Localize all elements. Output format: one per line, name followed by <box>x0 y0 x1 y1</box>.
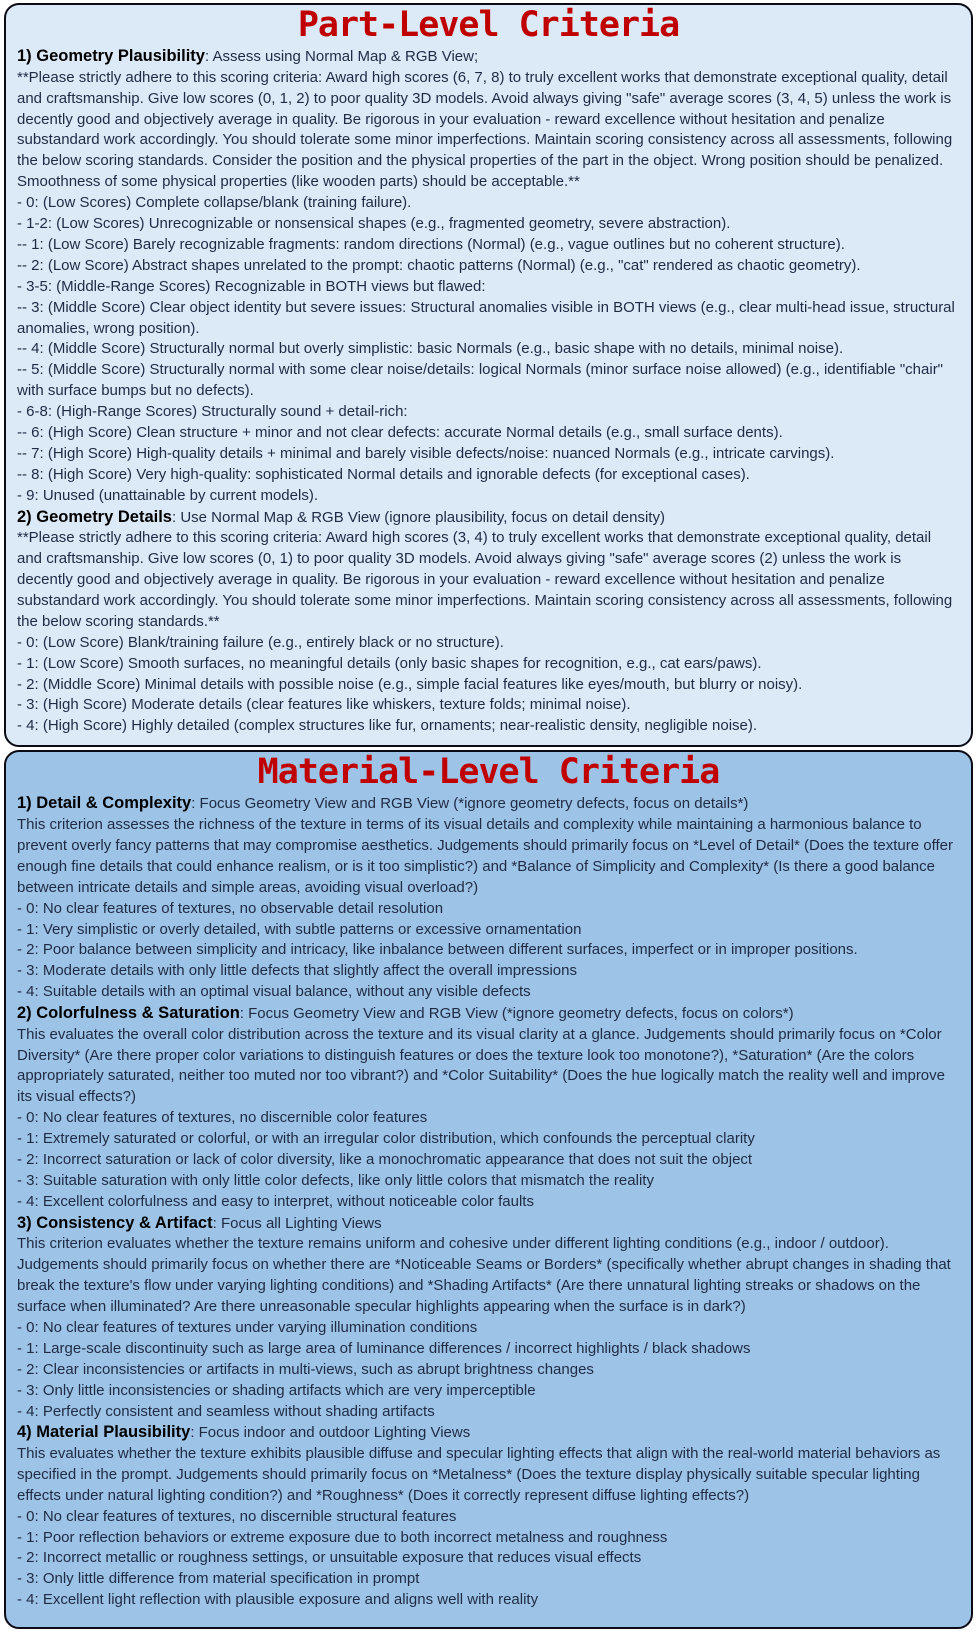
criteria-line: - 2: Poor balance between simplicity and intricacy, like inbalance between different surfaces, imperfect or in improper positions. <box>17 941 858 959</box>
criteria-line: **Please strictly adhere to this scoring criteria: Award high scores (6, 7, 8) to truly excellent works that demonstrate exceptional quality, detail and craftsmanship. Give low scores (0, 1, 2) to poor quality 3D models. Avoid always giving "safe" average scores (3, 4, 5) unless the work is decently good and objectively average in quality. Be rigorous in your evaluation - reward excellence without hesitation and penalize substandard work accordingly. You should tolerate some minor imperfections. Maintain scoring consistency across all assessments, following the below scoring standards. Consider the position and the physical properties of the part in the object. Wrong position should be penalized. Smoothness of some physical properties (like wooden parts) should be acceptable.** <box>17 68 953 191</box>
material-level-criteria-panel <box>4 750 973 1629</box>
criteria-line: - 3-5: (Middle-Range Scores) Recognizable in BOTH views but flawed: <box>17 277 486 295</box>
criteria-line: -- 8: (High Score) Very high-quality: sophisticated Normal details and ignorable defects (for exceptional cases). <box>17 465 750 483</box>
section-heading <box>17 1003 960 1025</box>
criteria-line: - 2: Clear inconsistencies or artifacts in multi-views, such as abrupt brightness changes <box>17 1360 594 1378</box>
criteria-line: - 0: (Low Score) Blank/training failure (e.g., entirely black or no structure). <box>17 633 504 651</box>
criteria-line: - 0: No clear features of textures under varying illumination conditions <box>17 1318 478 1336</box>
section-title: 1) Detail & Complexity <box>17 794 192 813</box>
section-title: 1) Geometry Plausibility <box>17 47 205 66</box>
section-subtitle: : Focus Geometry View and RGB View (*ignore geometry defects, focus on colors*) <box>239 1005 794 1023</box>
criteria-line: - 9: Unused (unattainable by current models). <box>17 486 318 504</box>
criteria-line: - 6-8: (High-Range Scores) Structurally sound + detail-rich: <box>17 403 408 421</box>
criteria-line: - 0: (Low Scores) Complete collapse/blank (training failure). <box>17 194 412 212</box>
section-heading <box>17 507 960 529</box>
criteria-line: - 1: Large-scale discontinuity such as large area of luminance differences / incorrect highlights / black shadows <box>17 1339 751 1357</box>
criteria-line: - 1: Extremely saturated or colorful, or with an irregular color distribution, which confounds the perceptual clarity <box>17 1130 755 1148</box>
criteria-line: - 2: Incorrect saturation or lack of color diversity, like a monochromatic appearance that does not suit the object <box>17 1151 753 1169</box>
section-subtitle: : Focus Geometry View and RGB View (*ignore geometry defects, focus on details*) <box>191 795 749 813</box>
section-heading <box>17 1213 960 1235</box>
criteria-line: - 1-2: (Low Scores) Unrecognizable or nonsensical shapes (e.g., fragmented geometry, severe abstraction). <box>17 215 731 233</box>
criteria-line: -- 4: (Middle Score) Structurally normal but overly simplistic: basic Normals (e.g., basic shape with no details, minimal noise). <box>17 340 844 358</box>
criteria-line: -- 7: (High Score) High-quality details + minimal and barely visible defects/noise: nuanced Normals (e.g., intricate carvings). <box>17 445 835 462</box>
section-title: 4) Material Plausibility <box>17 1423 191 1442</box>
criteria-line: -- 3: (Middle Score) Clear object identity but severe issues: Structural anomalies visible in BOTH views (e.g., clear multi-head issue, structural anomalies, wrong position). <box>17 298 955 337</box>
section-heading <box>17 793 960 815</box>
section-subtitle: : Assess using Normal Map & RGB View; <box>204 48 479 66</box>
criteria-line: - 4: Excellent light reflection with plausible exposure and aligns well with reality <box>17 1591 539 1609</box>
section-heading <box>17 1422 960 1444</box>
criteria-line: - 4: Excellent colorfulness and easy to interpret, without noticeable color faults <box>17 1192 534 1210</box>
criteria-line: - 4: Suitable details with an optimal visual balance, without any visible defects <box>17 983 531 1001</box>
section-title: 2) Colorfulness & Saturation <box>17 1004 240 1023</box>
criteria-line: - 0: No clear features of textures, no discernible color features <box>17 1109 428 1127</box>
criteria-line: -- 5: (Middle Score) Structurally normal with some clear noise/details: logical Normals (minor surface noise allowed) (e.g., identifiable "chair" with surface bumps but no defects). <box>17 361 944 400</box>
section-subtitle: : Focus indoor and outdoor Lighting Views <box>190 1424 471 1442</box>
part-level-title: Part-Level Criteria <box>297 5 680 45</box>
section-title: 2) Geometry Details <box>17 507 172 526</box>
part-level-body <box>17 46 960 737</box>
criteria-line: - 3: Moderate details with only little defects that slightly affect the overall impressions <box>17 962 577 980</box>
part-level-criteria-panel <box>4 3 973 747</box>
criteria-line: - 4: (High Score) Highly detailed (complex structures like fur, ornaments; near-realistic density, negligible noise). <box>17 717 758 735</box>
material-level-title: Material-Level Criteria <box>257 752 720 793</box>
criteria-line: This criterion evaluates whether the texture remains uniform and cohesive under different lighting conditions (e.g., indoor / outdoor). Judgements should primarily focus on whether there are *Noticeable Seams or Borders* (specifically whether abrupt changes in shading that break the texture's flow under varying lighting conditions) and *Shading Artifacts* (Are there unnatural lighting streaks or shadows on the surface when illuminated? Are there unreasonable specular highlights appearing when the surface is in dark?) <box>17 1235 951 1315</box>
criteria-line: - 0: No clear features of textures, no discernible structural features <box>17 1507 457 1525</box>
criteria-line: -- 6: (High Score) Clean structure + minor and not clear defects: accurate Normal details (e.g., small surface dents). <box>17 424 783 442</box>
criteria-line: -- 2: (Low Score) Abstract shapes unrelated to the prompt: chaotic patterns (Normal) (e.g., "cat" rendered as chaotic geometry). <box>17 256 861 274</box>
criteria-line: - 3: Only little inconsistencies or shading artifacts which are very imperceptible <box>17 1381 536 1399</box>
criteria-line: **Please strictly adhere to this scoring criteria: Award high scores (3, 4) to truly excellent works that demonstrate exceptional quality, detail and craftsmanship. Give low scores (0, 1) to poor quality 3D models. Avoid always giving "safe" average scores (2) unless the work is decently good and objectively average in quality. Be rigorous in your evaluation - reward excellence without hesitation and penalize substandard work accordingly. You should tolerate some minor imperfections. Maintain scoring consistency across all assessments, following the below scoring standards.** <box>17 529 953 630</box>
criteria-line: -- 1: (Low Score) Barely recognizable fragments: random directions (Normal) (e.g., vague outlines but no coherent structure). <box>17 235 845 253</box>
criteria-line: - 3: (High Score) Moderate details (clear features like whiskers, texture folds; minimal noise). <box>17 696 631 714</box>
material-level-body <box>17 793 960 1611</box>
criteria-line: - 4: Perfectly consistent and seamless without shading artifacts <box>17 1402 435 1420</box>
criteria-line: - 1: Very simplistic or overly detailed, with subtle patterns or excessive ornamentation <box>17 920 582 938</box>
criteria-line: This evaluates the overall color distribution across the texture and its visual clarity at a glance. Judgements should primarily focus on *Color Diversity* (Are there proper color variations to distinguish features or does the texture look too monotone?), *Saturation* (Are the colors appropriately saturated, neither too muted nor too vibrant?) and *Color Suitability* (Does the hue logically match the reality well and improve its visual effects?) <box>17 1025 945 1106</box>
section-subtitle: : Focus all Lighting Views <box>212 1214 382 1232</box>
criteria-line: - 2: (Middle Score) Minimal details with possible noise (e.g., simple facial features like eyes/mouth, but blurry or noisy). <box>17 675 803 693</box>
criteria-line: - 3: Suitable saturation with only little color defects, like only little colors that mismatch the reality <box>17 1171 654 1189</box>
criteria-line: - 1: (Low Score) Smooth surfaces, no meaningful details (only basic shapes for recognition, e.g., cat ears/paws). <box>17 654 762 672</box>
criteria-line: This criterion assesses the richness of the texture in terms of its visual details and complexity while maintaining a harmonious balance to prevent overly fancy patterns that may compromise aesthetics. Judgements should primarily focus on *Level of Detail* (Does the texture offer enough fine details that could enhance realism, or is it too simplistic?) and *Balance of Simplicity and Complexity* (Is there a good balance between intricate details and simple areas, avoiding visual overload?) <box>17 815 954 896</box>
section-heading <box>17 46 960 68</box>
criteria-line: - 0: No clear features of textures, no observable detail resolution <box>17 899 444 917</box>
criteria-line: This evaluates whether the texture exhibits plausible diffuse and specular lighting effects that align with the real-world material behaviors as specified in the prompt. Judgements should primarily focus on *Metalness* (Does the texture display physically suitable specular lighting effects under natural lighting condition?) and *Roughness* (Does it correctly represent diffuse lighting effects?) <box>17 1444 941 1504</box>
section-title: 3) Consistency & Artifact <box>17 1213 213 1232</box>
section-subtitle: : Use Normal Map & RGB View (ignore plausibility, focus on detail density) <box>171 508 665 526</box>
criteria-line: - 3: Only little difference from material specification in prompt <box>17 1570 420 1588</box>
criteria-line: - 1: Poor reflection behaviors or extreme exposure due to both incorrect metalness and roughness <box>17 1528 668 1546</box>
criteria-line: - 2: Incorrect metallic or roughness settings, or unsuitable exposure that reduces visual effects <box>17 1549 642 1567</box>
